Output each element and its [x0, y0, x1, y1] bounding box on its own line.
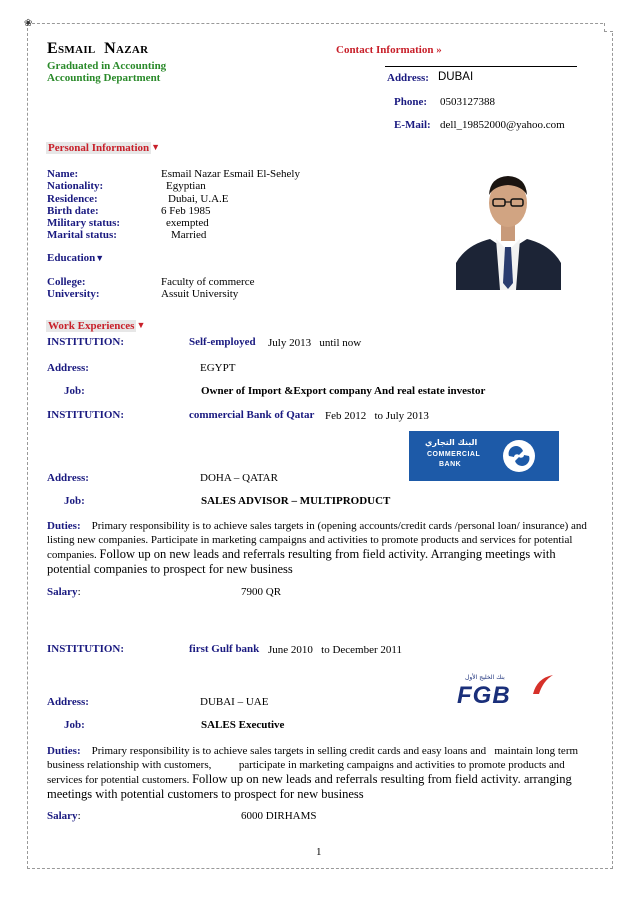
personal-value-residence: Dubai, U.A.E: [168, 193, 229, 205]
personal-label-marital: Marital status:: [47, 229, 117, 241]
job2-institution-name: commercial Bank of Qatar: [189, 409, 315, 421]
phone-value: 0503127388: [440, 96, 495, 108]
job2-salary-value: 7900 QR: [241, 586, 282, 598]
job1-address-label: Address:: [47, 362, 89, 374]
job3-salary-value: 6000 DIRHAMS: [241, 810, 317, 822]
corner-ornament-icon: ❀: [24, 18, 33, 29]
job1-institution-label: INSTITUTION:: [47, 336, 125, 348]
triangle-down-icon: ▼: [95, 253, 105, 263]
job1-job-value: Owner of Import &Export company And real estate investor: [201, 385, 486, 397]
personal-value-name: Esmail Nazar Esmail El-Sehely: [161, 168, 300, 180]
job2-duties: Duties: Primary responsibility is to achieve sales targets in (opening accounts/credit cards /personal loan/ insurance) and listing new companies. Participate in marketing campaigns and activities to promote products and services for potential companies. Follow up on new leads and referrals resulting from field activity. Arranging meetings with potential companies to prospect for new business: [47, 520, 587, 576]
job2-institution-label: INSTITUTION:: [47, 409, 125, 421]
education-value-university: Assuit University: [161, 288, 239, 300]
personal-value-nationality: Egyptian: [166, 180, 206, 192]
job3-address-label: Address:: [47, 696, 89, 708]
personal-label-birthdate: Birth date:: [47, 205, 99, 217]
contact-divider: [385, 66, 577, 67]
education-heading: Education▼: [47, 252, 105, 264]
job2-job-value: SALES ADVISOR – MULTIPRODUCT: [201, 495, 391, 507]
fgb-swoosh-icon: [529, 672, 555, 698]
job2-address-value: DOHA – QATAR: [200, 472, 278, 484]
job3-period: June 2010 to December 2011: [268, 644, 403, 656]
email-value[interactable]: dell_19852000@yahoo.com: [440, 119, 565, 131]
job1-period: July 2013 until now: [268, 337, 362, 349]
triangle-down-icon: ▼: [151, 142, 161, 152]
email-label: E-Mail:: [394, 119, 431, 131]
job1-institution-name: Self-employed: [189, 336, 256, 348]
personal-label-residence: Residence:: [47, 193, 98, 205]
personal-label-name: Name:: [47, 168, 79, 180]
job3-duties: Duties: Primary responsibility is to achieve sales targets in selling credit cards and easy loans and maintain long term business relationship with customers, participate in marketing campaigns and activities to promote products and services for potential customers. Follow up on new leads and referrals resulting from field activity. arranging meetings with potential customers to prospect for new business: [47, 745, 581, 801]
job3-institution-name: first Gulf bank: [189, 643, 260, 655]
work-heading: Work Experiences ▼: [48, 320, 146, 332]
address-value: DUBAI: [438, 71, 474, 83]
job2-salary-label: Salary:: [47, 586, 81, 598]
job1-job-label: Job:: [64, 385, 85, 397]
candidate-name: ESMAIL NAZAR: [47, 40, 149, 57]
personal-info-heading: Personal Information ▼: [48, 142, 161, 154]
contact-heading: Contact Information »: [336, 44, 442, 56]
triangle-down-icon: ▼: [136, 320, 146, 330]
job1-address-value: EGYPT: [200, 362, 236, 374]
personal-label-military: Military status:: [47, 217, 121, 229]
job3-job-value: SALES Executive: [201, 719, 285, 731]
job2-job-label: Job:: [64, 495, 85, 507]
education-label-college: College:: [47, 276, 86, 288]
commercial-bank-emblem-icon: [501, 439, 537, 473]
personal-label-nationality: Nationality:: [47, 180, 104, 192]
subtitle-degree: Graduated in Accounting: [47, 60, 167, 72]
job3-institution-label: INSTITUTION:: [47, 643, 125, 655]
address-label: Address:: [387, 72, 429, 84]
job3-salary-label: Salary:: [47, 810, 81, 822]
personal-value-marital: Married: [171, 229, 207, 241]
page-corner-fold: [604, 23, 613, 32]
first-gulf-bank-logo: بنك الخليج الأول FGB: [455, 670, 555, 710]
phone-label: Phone:: [394, 96, 427, 108]
education-label-university: University:: [47, 288, 100, 300]
job2-address-label: Address:: [47, 472, 89, 484]
job2-period: Feb 2012 to July 2013: [325, 410, 429, 422]
education-value-college: Faculty of commerce: [161, 276, 255, 288]
job3-job-label: Job:: [64, 719, 85, 731]
personal-value-birthdate: 6 Feb 1985: [161, 205, 211, 217]
subtitle-department: Accounting Department: [47, 72, 161, 84]
job3-address-value: DUBAI – UAE: [200, 696, 269, 708]
personal-value-military: exempted: [166, 217, 209, 229]
page-number: 1: [316, 846, 322, 858]
commercial-bank-logo: البنك التجاري COMMERCIAL BANK: [409, 431, 559, 481]
profile-photo: [456, 155, 561, 290]
